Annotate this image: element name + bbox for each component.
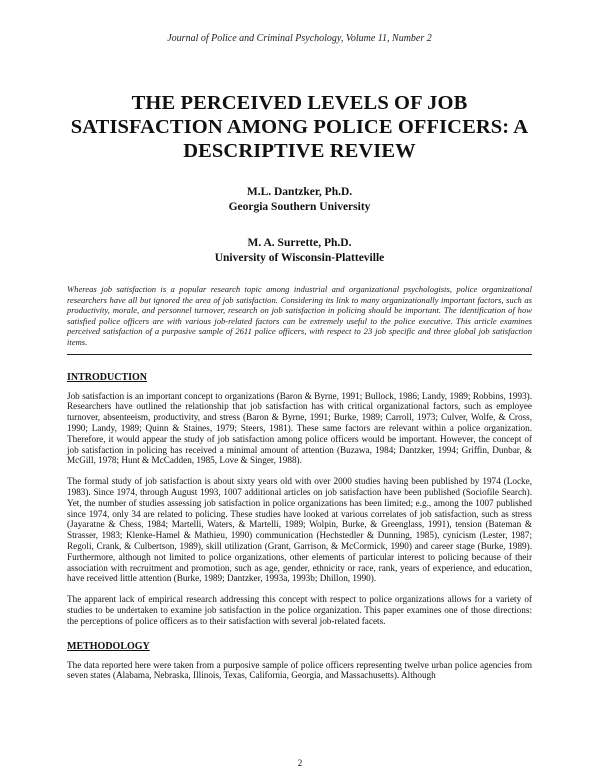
section-heading-methodology: METHODOLOGY (67, 640, 150, 652)
author-1-name: M.L. Dantzker, Ph.D. (246, 186, 353, 198)
author-1 (67, 185, 532, 215)
paragraph-method-1: The data reported here were taken from a purposive sample of police officers representing twelve urban police agencies from seven states (Alabama, Nebraska, Illinois, Texas, California, Georgia, and Massachusetts). Although (67, 659, 532, 681)
paragraph-intro-3: The apparent lack of empirical research addressing this concept with respect to police organizations allows for a variety of studies to be undertaken to examine job satisfaction in the police organization. This paper examines one of those directions: the perceptions of police officers as to their satisfaction with several job-related facets. (67, 594, 532, 626)
author-1-affiliation: Georgia Southern University (228, 201, 371, 213)
page-number: 2 (297, 758, 303, 768)
paragraph-intro-1: Job satisfaction is an important concept to organizations (Baron & Byrne, 1991; Bullock, 1986; Landy, 1989; Robbins, 1993). Researchers have outlined the relationship that job satisfaction has with critical organizational factors, such as employee turnover, absenteeism, productivity, and stress (Baron & Byrne, 1991; Burke, 1989; Carroll, 1973; Culver, Wolfe, & Cross, 1990; Landy, 1989; Quinn & Staines, 1979; Steers, 1981). These same factors are relevant within a police organization. Therefore, it would appear the study of job satisfaction among police officers would be important. However, the concept of job satisfaction in policing has received a minimal amount of attention (Buzawa, 1984; Dantzker, 1994; Griffin, Dunbar, & McGill, 1978; Hunt & McCadden, 1985, Love & Singer, 1988). (67, 390, 532, 466)
paragraph-intro-2: The formal study of job satisfaction is about sixty years old with over 2000 studies having been published by 1974 (Locke, 1983). Since 1974, through August 1993, 1007 additional articles on job satisfaction have been published (Sociofile Search). Yet, the number of studies assessing job satisfaction in police organizations has been limited; e.g., among the 1007 published since 1974, only 34 are related to policing. These studies have looked at various correlates of job satisfaction, such as stress (Jayaratne & Chess, 1984; Martelli, Waters, & Martelli, 1989; Wolpin, Burke, & Greenglass, 1991), tension (Bateman & Strasser, 1983; Klenke-Hamel & Mathieu, 1990) communication (Hechstedler & Dunning, 1985), cynicism (Lester, 1987; Regoli, Crank, & Culbertson, 1989), skill utilization (Grant, Garrison, & McCormick, 1990) and career stage (Burke, 1989). Furthermore, although not limited to police organizations, other elements of particular interest to policing because of their association with recruitment and promotion, such as age, gender, ethnicity or race, rank, years of experience, and education, have received little attention (Burke, 1989; Dantzker, 1993a, 1993b; Dhillon, 1990). (67, 476, 532, 584)
author-2-name: M. A. Surrette, Ph.D. (247, 237, 352, 249)
section-heading-introduction: INTRODUCTION (67, 371, 148, 383)
paper-title: THE PERCEIVED LEVELS OF JOB SATISFACTION AMONG POLICE OFFICERS: A DESCRIPTIVE REVIEW (70, 92, 529, 162)
abstract: Whereas job satisfaction is a popular research topic among industrial and organizational psychologists, police organizational researchers have all but ignored the area of job satisfaction. Considering its link to many organizationally important factors, such as productivity, morale, and personnel turnover, research on job satisfaction in policing should be important. The identification of how satisfied police officers are with various job-related factors can be extremely useful to the police executive. This article examines perceived satisfaction of a purposive sample of 2611 police officers, with respect to 23 job specific and three global job satisfaction items. (67, 284, 532, 347)
author-2-affiliation: University of Wisconsin-Platteville (214, 252, 385, 264)
journal-header: Journal of Police and Criminal Psychology, Volume 11, Number 2 (167, 33, 432, 44)
abstract-divider (67, 354, 532, 355)
author-2 (67, 236, 532, 266)
